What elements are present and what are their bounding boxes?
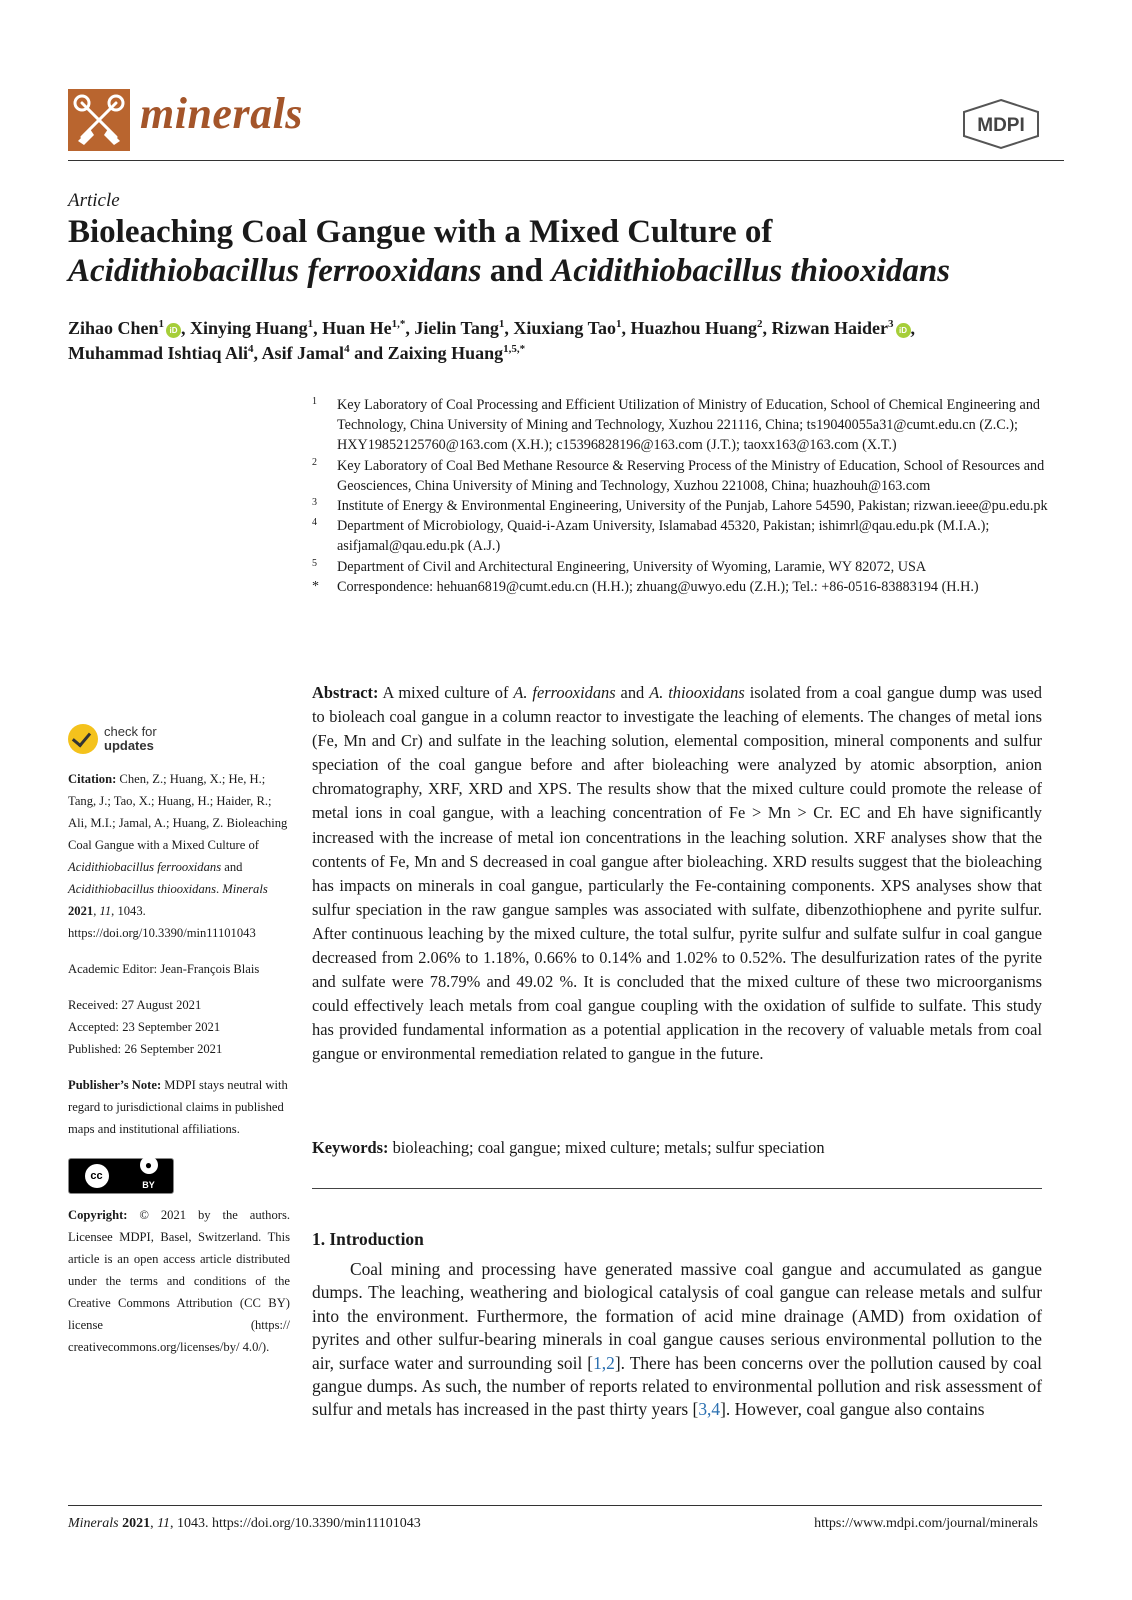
check-for-updates-button[interactable] bbox=[68, 724, 290, 754]
author-separator: and bbox=[349, 343, 388, 363]
journal-name[interactable]: minerals bbox=[140, 89, 303, 138]
author-affiliation-mark: 1,* bbox=[391, 318, 406, 330]
author[interactable] bbox=[772, 318, 916, 338]
footer-doi[interactable]: , 1043. https://doi.org/10.3390/min11101043 bbox=[170, 1516, 421, 1531]
footer-volume: 11 bbox=[157, 1516, 171, 1531]
abstract-text-1: A mixed culture of bbox=[378, 683, 514, 702]
author-name: Xinying Huang bbox=[190, 318, 308, 338]
affiliation-text: Institute of Energy & Environmental Engineering, University of the Punjab, Lahore 54590, Pakistan; rizwan.ieee@pu.edu.pk bbox=[337, 498, 1048, 515]
author-name: Zihao Chen bbox=[68, 318, 159, 338]
citation-italic-2: Acidithiobacillus thiooxidans bbox=[68, 882, 216, 896]
abstract-text-3: isolated from a coal gangue dump was used to bioleach coal gangue in a column reactor to investigate the leaching of elements. The changes of metal ions (Fe, Mn and Cr) and sulfate in the leaching solution, elemental composition, mineral components and sulfur speciation of the coal gangue before and after bioleaching were analyzed by atomic absorption, anion chromatography, XRF, XRD and XPS. The results show that the mixed culture could promote the release of metal ions in coal gangue, with a leaching concentration of Fe > Mn > Cr. EC and Eh have significantly increased with the increase of metal ion concentrations in the leaching solution. XRF analyses show that the contents of Fe, Mn and S decreased in coal gangue after bioleaching. XRD results suggest that the bioleaching has impacts on minerals in coal gangue, particularly the Fe-containing components. XPS analyses show that sulfur speciation in the raw gangue samples was associated with sulfate, dibenzothiophene and pyrite sulfur. After continuous leaching by the mixed culture, the total sulfur, pyrite sulfur and sulfate sulfur in coal gangue decreased from 2.06% to 1.18%, 0.66% to 0.14% and 1.02% to 0.52%. The desulfurization rates of the pyrite and sulfate were 78.79% and 49.02 %. It is concluded that the mixed culture of these two microorganisms could effectively leach metals from coal gangue coupling with the oxidation of sulfide to sulfate. This study has provided fundamental information as a potential application in the recovery of valuable metals from coal gangue or environmental remediation related to gangue in the future. bbox=[312, 683, 1042, 1064]
author-separator: , bbox=[621, 318, 631, 338]
citation-block: Citation: Chen, Z.; Huang, X.; He, H.; Tang, J.; Tao, X.; Huang, H.; Haider, R.; Ali, M.I.; Jamal, A.; Huang, Z. Bioleaching Coal Gangue with a Mixed Culture of Acidithiobacillus ferrooxidans and Acidithiobacillus thiooxidans. Minerals 2021, 11, 1043. https://doi.org/10.3390/min11101043 bbox=[68, 772, 288, 940]
affiliation-text: Correspondence: hehuan6819@cumt.edu.cn (H.H.); zhuang@uwyo.edu (Z.H.); Tel.: +86-0516-83883194 (H.H.) bbox=[337, 578, 979, 595]
citation-doi[interactable]: , 1043. https://doi.org/10.3390/min11101043 bbox=[68, 904, 256, 940]
author-separator: , bbox=[313, 318, 323, 338]
abstract-italic-2: A. thiooxidans bbox=[649, 683, 745, 702]
footer-journal: Minerals bbox=[68, 1516, 119, 1531]
citation-volume: 11 bbox=[99, 904, 112, 918]
author[interactable] bbox=[630, 318, 771, 338]
citation-text-2: and bbox=[221, 860, 243, 874]
title-and: and bbox=[481, 253, 552, 289]
author-separator: , bbox=[504, 318, 514, 338]
author-list bbox=[68, 316, 1068, 366]
footer-journal-url[interactable]: https://www.mdpi.com/journal/minerals bbox=[814, 1516, 1038, 1531]
author-separator: , bbox=[762, 318, 772, 338]
orcid-icon[interactable]: iD bbox=[896, 323, 911, 338]
author[interactable] bbox=[68, 343, 262, 363]
affiliation-item bbox=[312, 577, 1072, 597]
header-divider bbox=[68, 160, 1064, 161]
intro-text-1: Coal mining and processing have generated massive coal gangue and accumulated as gangue dumps. The leaching, weathering and biological catalysis of coal gangue can release metals and sulfur into the environment. Furthermore, the formation of acid mine drainage (AMD) from oxidation of pyrites and other sulfur-bearing minerals in coal gangue causes serious environmental pollution to the air, surface water and surrounding soil [ bbox=[312, 1259, 1042, 1373]
author[interactable] bbox=[513, 318, 630, 338]
introduction-heading: 1. Introduction bbox=[312, 1229, 424, 1249]
author-affiliation-mark: 2 bbox=[757, 318, 763, 330]
author-name: Huan He bbox=[322, 318, 392, 338]
journal-logo-icon bbox=[68, 89, 130, 151]
citation-label: Citation: bbox=[68, 772, 117, 786]
citation-link[interactable]: 1,2 bbox=[593, 1352, 615, 1373]
affiliation-item bbox=[312, 557, 1072, 577]
publisher-note-label: Publisher’s Note: bbox=[68, 1078, 162, 1092]
affiliation-number: 2 bbox=[312, 456, 317, 468]
footer-divider bbox=[68, 1505, 1042, 1506]
citation-link[interactable]: 3,4 bbox=[698, 1399, 721, 1420]
affiliation-item bbox=[312, 496, 1072, 516]
author-name: Rizwan Haider bbox=[771, 318, 888, 338]
author-separator: , bbox=[910, 318, 915, 338]
affiliation-number: 3 bbox=[312, 497, 317, 509]
check-updates-line1: check for bbox=[104, 724, 157, 739]
abstract-text-2: and bbox=[615, 683, 650, 702]
affiliation-item bbox=[312, 516, 1072, 556]
article-type: Article bbox=[68, 190, 120, 211]
affiliation-number: 5 bbox=[312, 557, 317, 569]
published-date: Published: 26 September 2021 bbox=[68, 1042, 223, 1056]
author-affiliation-mark: 1 bbox=[615, 318, 622, 330]
author[interactable] bbox=[68, 318, 190, 338]
affiliation-text: Department of Civil and Architectural Engineering, University of Wyoming, Laramie, WY 82072, USA bbox=[337, 558, 927, 575]
affiliation-number: 4 bbox=[312, 517, 317, 529]
affiliations bbox=[312, 395, 1072, 597]
cc-icon: cc bbox=[85, 1164, 109, 1188]
title-organism-b: Acidithiobacillus thiooxidans bbox=[551, 253, 951, 289]
orcid-icon[interactable]: iD bbox=[166, 323, 181, 338]
author-affiliation-mark: 4 bbox=[344, 343, 350, 355]
mdpi-logo-text: MDPI bbox=[977, 115, 1025, 136]
citation-italic-1: Acidithiobacillus ferrooxidans bbox=[68, 860, 222, 874]
dates-block bbox=[68, 994, 290, 1060]
affiliation-text: Key Laboratory of Coal Processing and Efficient Utilization of Ministry of Education, School of Chemical Engineering and Technology, China University of Mining and Technology, Xuzhou 221116, China; ts19040055a31@cumt.edu.cn (Z.C.); HXY19852125760@163.com (X.H.); c15396828196@163.com (J.T.); taoxx163@163.com (X.T.) bbox=[337, 397, 1041, 454]
author-affiliation-mark: 1 bbox=[158, 318, 165, 330]
article-title bbox=[68, 213, 1068, 291]
author-separator: , bbox=[405, 318, 415, 338]
title-line-1: Bioleaching Coal Gangue with a Mixed Culture of bbox=[68, 214, 773, 250]
abstract bbox=[312, 681, 1042, 1067]
affiliation-number: 1 bbox=[312, 396, 317, 407]
author-separator: , bbox=[181, 318, 191, 338]
abstract-label: Abstract: bbox=[312, 683, 379, 702]
author-affiliation-mark: 4 bbox=[248, 343, 254, 355]
affiliation-number: * bbox=[312, 578, 319, 594]
intro-text-3: ]. However, coal gangue also contains bbox=[720, 1399, 985, 1420]
affiliation-item bbox=[312, 395, 1072, 456]
keywords-label: Keywords: bbox=[312, 1138, 389, 1157]
keywords-text: bioleaching; coal gangue; mixed culture; metals; sulfur speciation bbox=[388, 1138, 825, 1157]
affiliation-text: Key Laboratory of Coal Bed Methane Resource & Reserving Process of the Ministry of Education, School of Resources and Geosciences, China University of Mining and Technology, Xuzhou 221008, China; huazhouh@163.com bbox=[337, 457, 1045, 494]
author-name: Asif Jamal bbox=[261, 343, 345, 363]
copyright-text: © 2021 by the authors. Licensee MDPI, Basel, Switzerland. This article is an open access article distributed under the terms and conditions of the Creative Commons Attribution (CC BY) license (https:// creativecommons.org/licenses/by/ 4.0/). bbox=[68, 1208, 290, 1354]
citation-journal: Minerals bbox=[222, 882, 268, 896]
intro-text-2: ]. There has been concerns over the pollution caused by coal gangue dumps. As such, the number of reports related to environmental pollution and risk assessment of sulfur and metals has increased in the past thirty years [ bbox=[312, 1352, 1043, 1420]
author[interactable] bbox=[322, 318, 414, 338]
affiliation-item bbox=[312, 456, 1072, 496]
author-affiliation-mark: 1 bbox=[498, 318, 505, 330]
publisher-note-text: MDPI stays neutral with regard to jurisdictional claims in published maps and institutional affiliations. bbox=[68, 1078, 288, 1136]
author-name: Xiuxiang Tao bbox=[513, 318, 616, 338]
keywords bbox=[312, 1136, 1042, 1160]
accepted-date: Accepted: 23 September 2021 bbox=[68, 1020, 221, 1034]
received-date: Received: 27 August 2021 bbox=[68, 998, 202, 1012]
title-organism-a: Acidithiobacillus ferrooxidans bbox=[68, 253, 482, 289]
citation-text-3: . bbox=[215, 882, 223, 896]
author-affiliation-mark: 1 bbox=[307, 318, 314, 330]
academic-editor: Academic Editor: Jean-François Blais bbox=[68, 962, 260, 976]
cc-by-license-badge[interactable] bbox=[68, 1158, 174, 1194]
check-updates-icon bbox=[68, 724, 98, 754]
footer-year: 2021 bbox=[122, 1516, 151, 1531]
check-updates-line2: updates bbox=[104, 738, 154, 753]
author[interactable] bbox=[414, 318, 513, 338]
citation-text-1: Chen, Z.; Huang, X.; He, H.; Tang, J.; Tao, X.; Huang, H.; Haider, R.; Ali, M.I.; Jamal, A.; Huang, Z. Bioleaching Coal Gangue with a Mixed Culture of bbox=[68, 772, 288, 852]
introduction-paragraph bbox=[312, 1258, 1042, 1422]
cc-by-label: BY bbox=[142, 1180, 155, 1190]
author-name: Zaixing Huang bbox=[387, 343, 504, 363]
author-name: Muhammad Ishtiaq Ali bbox=[68, 343, 249, 363]
author[interactable] bbox=[388, 343, 526, 363]
author-name: Huazhou Huang bbox=[630, 318, 757, 338]
abstract-italic-1: A. ferrooxidans bbox=[513, 683, 616, 702]
copyright-label: Copyright: bbox=[68, 1208, 128, 1222]
section-divider bbox=[312, 1188, 1042, 1189]
mdpi-logo-icon[interactable] bbox=[960, 98, 1042, 155]
author-separator: , bbox=[253, 343, 262, 363]
author-affiliation-mark: 3 bbox=[888, 318, 894, 330]
publisher-note bbox=[68, 1074, 290, 1140]
sidebar bbox=[68, 724, 290, 1358]
affiliation-text: Department of Microbiology, Quaid-i-Azam University, Islamabad 45320, Pakistan; ishimrl@qau.edu.pk (M.I.A.); asifjamal@qau.edu.pk (A.J.) bbox=[337, 518, 990, 555]
footer-citation: Minerals 2021, 11, 1043. https://doi.org/10.3390/min11101043 bbox=[68, 1516, 421, 1531]
attribution-person-icon: ● bbox=[140, 1156, 158, 1174]
author-name: Jielin Tang bbox=[414, 318, 499, 338]
author[interactable] bbox=[262, 343, 388, 363]
copyright-block bbox=[68, 1204, 290, 1358]
citation-year: 2021 bbox=[68, 904, 94, 918]
author-affiliation-mark: 1,5,* bbox=[503, 343, 526, 355]
author[interactable] bbox=[190, 318, 322, 338]
